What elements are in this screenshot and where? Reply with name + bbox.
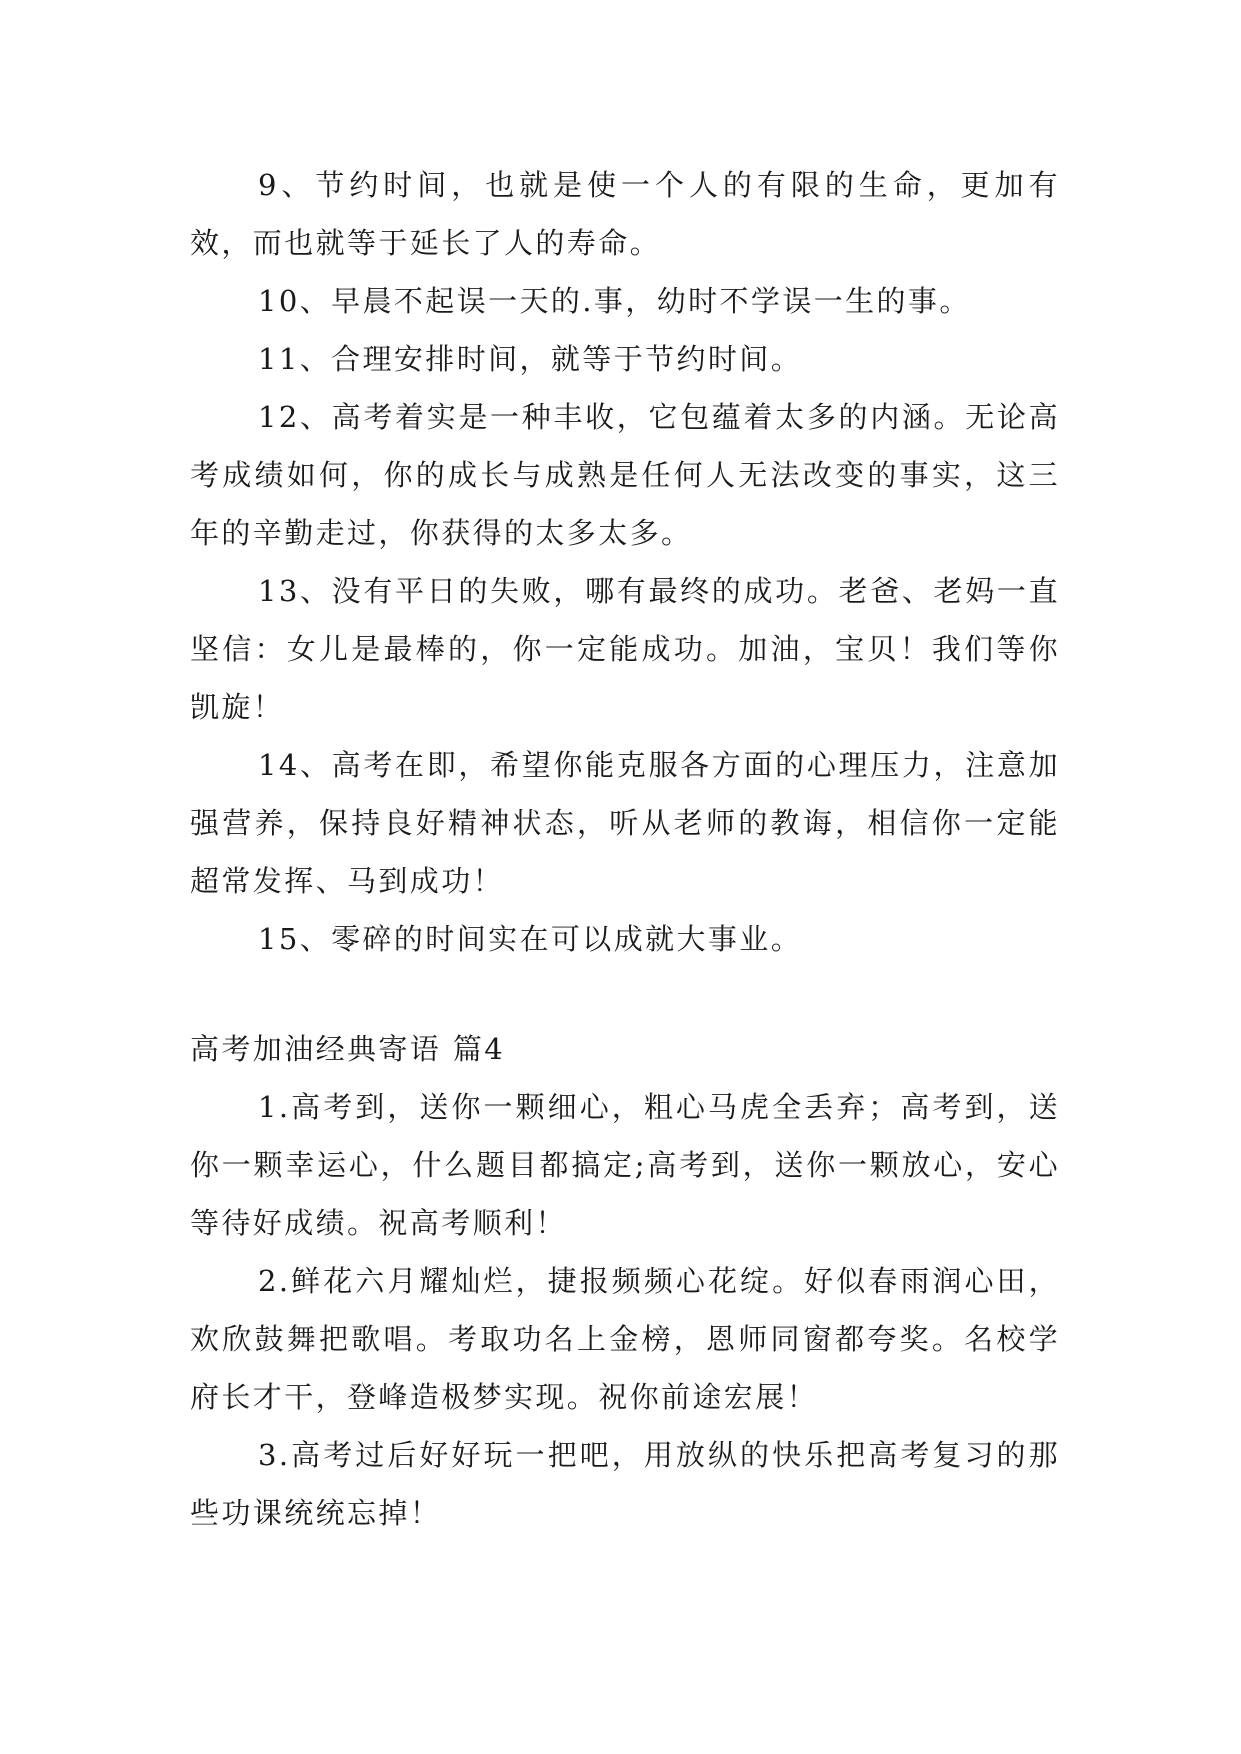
paragraph-item-2: 2.鲜花六月耀灿烂，捷报频频心花绽。好似春雨润心田，欢欣鼓舞把歌唱。考取功名上金榜，恩师同窗都夸奖。名校学府长才干，登峰造极梦实现。祝你前途宏展！ (190, 1264, 1060, 1414)
paragraph-item-13: 13、没有平日的失败，哪有最终的成功。老爸、老妈一直坚信：女儿是最棒的，你一定能成功。加油，宝贝！我们等你凯旋！ (190, 574, 1060, 724)
paragraph-item-15: 15、零碎的时间实在可以成就大事业。 (258, 922, 803, 956)
document-body (190, 156, 1060, 1542)
paragraph-item-12: 12、高考着实是一种丰收，它包蕴着太多的内涵。无论高考成绩如何，你的成长与成熟是任何人无法改变的事实，这三年的辛勤走过，你获得的太多太多。 (190, 400, 1060, 550)
paragraph-item-11: 11、合理安排时间，就等于节约时间。 (258, 342, 803, 376)
paragraph-item-14: 14、高考在即，希望你能克服各方面的心理压力，注意加强营养，保持良好精神状态，听从老师的教诲，相信你一定能超常发挥、马到成功！ (190, 748, 1060, 898)
paragraph-item-10: 10、早晨不起误一天的.事，幼时不学误一生的事。 (258, 284, 971, 318)
section-heading: 高考加油经典寄语 篇4 (190, 1032, 506, 1066)
paragraph-item-1: 1.高考到，送你一颗细心，粗心马虎全丢弃；高考到，送你一颗幸运心，什么题目都搞定;高考到，送你一颗放心，安心等待好成绩。祝高考顺利！ (190, 1090, 1060, 1240)
paragraph-item-9: 9、节约时间，也就是使一个人的有限的生命，更加有效，而也就等于延长了人的寿命。 (190, 168, 1060, 260)
paragraph-item-3: 3.高考过后好好玩一把吧，用放纵的快乐把高考复习的那些功课统统忘掉！ (190, 1438, 1060, 1530)
